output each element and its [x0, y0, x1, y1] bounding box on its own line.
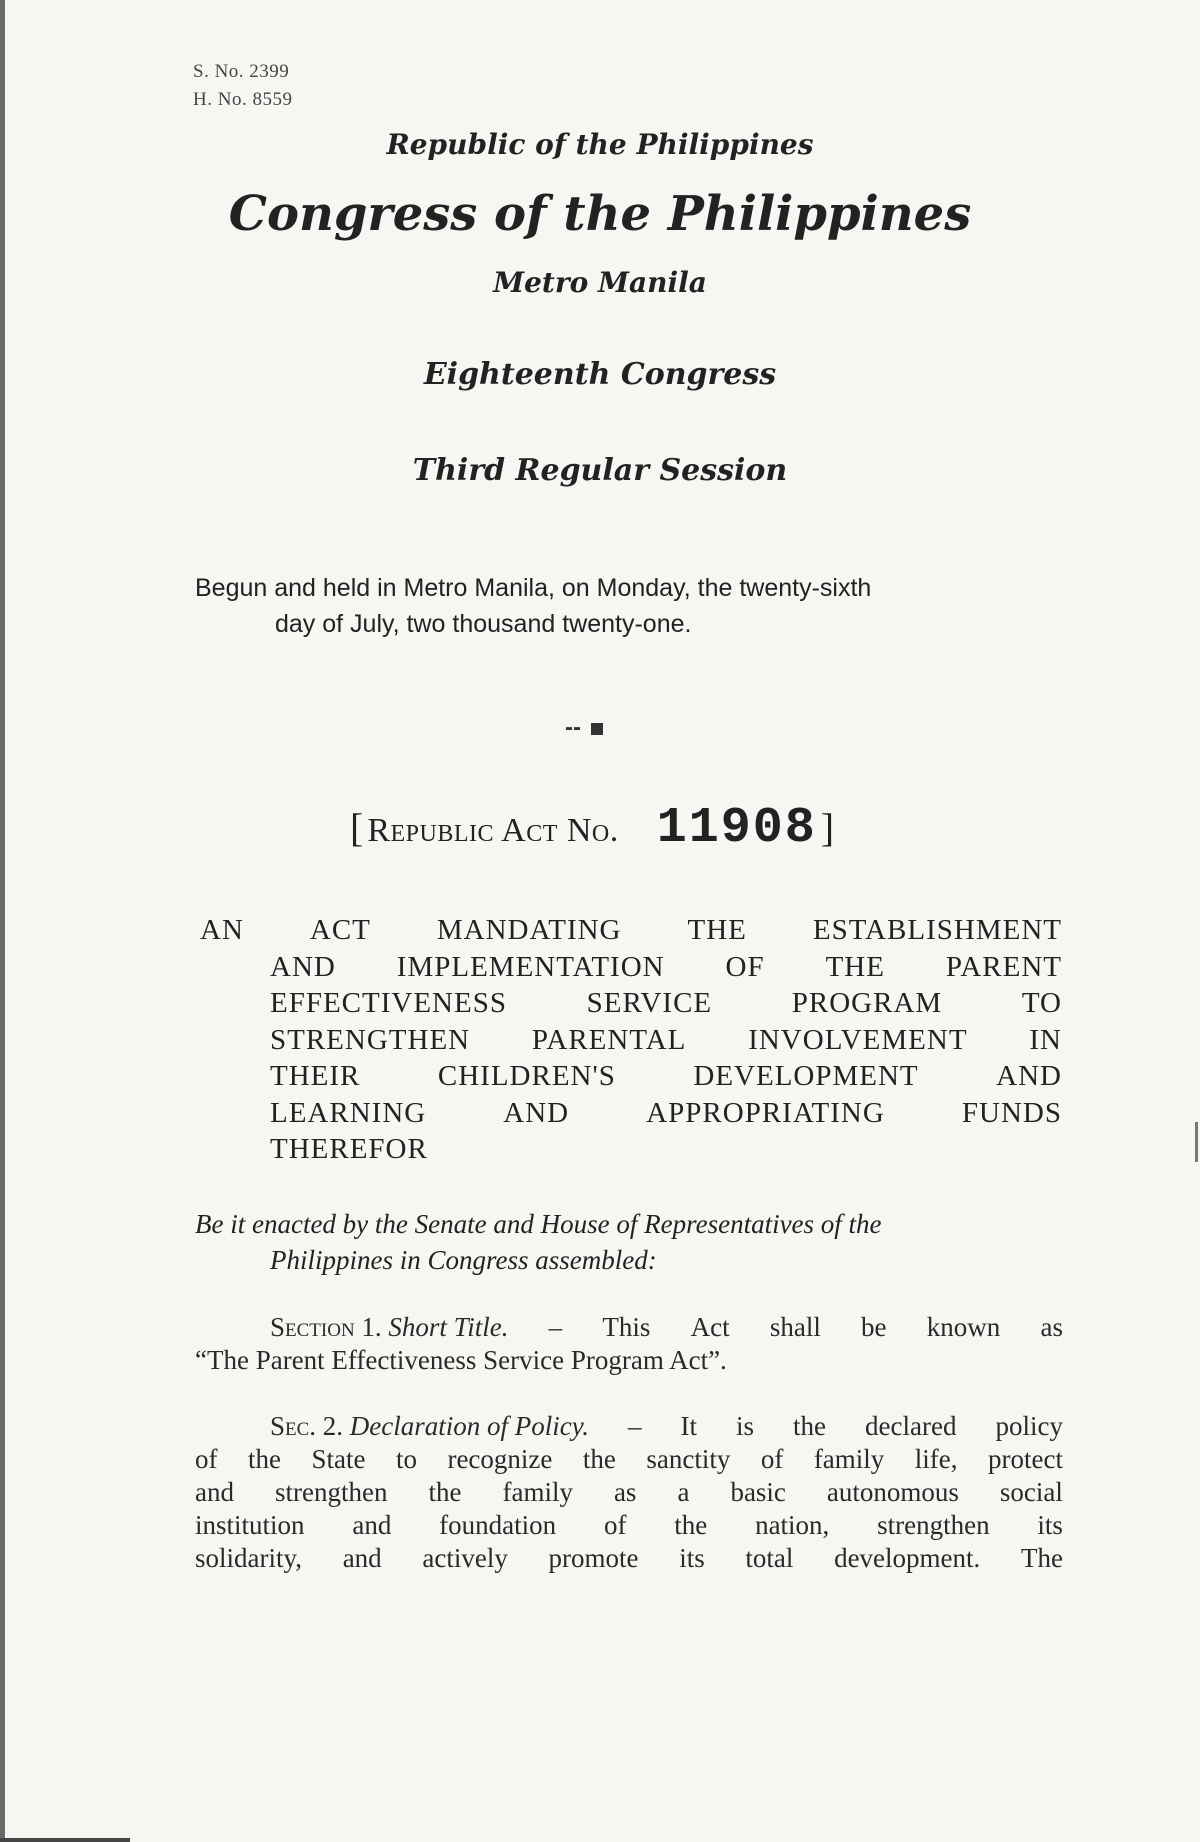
- section-1: [195, 1311, 1063, 1377]
- act-title-line: [200, 1095, 1062, 1132]
- republic-act-label: Republic Act No.: [367, 812, 619, 849]
- word: be: [861, 1312, 887, 1342]
- separator-dashes: --: [565, 714, 581, 741]
- section-1-line-1: [195, 1311, 1063, 1344]
- section-2-label: Sec. 2.: [270, 1411, 344, 1441]
- word: and: [352, 1510, 392, 1540]
- word: declared: [865, 1411, 957, 1441]
- word: ESTABLISHMENT: [812, 914, 1062, 946]
- section-2-body-line: [195, 1476, 1063, 1509]
- congress-heading: Congress of the Philippines: [228, 186, 972, 242]
- word: and: [342, 1543, 382, 1573]
- republic-heading: Republic of the Philippines: [386, 128, 814, 161]
- word: It: [680, 1411, 697, 1441]
- word: actively: [422, 1543, 508, 1573]
- act-title: [200, 912, 1062, 1168]
- act-title-line: [200, 985, 1062, 1022]
- section-2-body-line: [195, 1443, 1063, 1476]
- word: This: [602, 1312, 651, 1342]
- section-2: [195, 1410, 1063, 1575]
- word: is: [736, 1411, 755, 1441]
- word: and: [195, 1477, 234, 1507]
- word: its: [679, 1543, 705, 1573]
- enacting-clause-line-1: Be it enacted by the Senate and House of Representatives of the: [195, 1209, 882, 1239]
- word: family: [813, 1444, 885, 1474]
- word: institution: [195, 1510, 305, 1540]
- word: THEIR: [270, 1060, 361, 1092]
- word: the: [247, 1444, 281, 1474]
- word: life,: [914, 1444, 958, 1474]
- begun-line-2: day of July, two thousand twenty-one.: [275, 610, 692, 638]
- word: autonomous: [826, 1477, 959, 1507]
- word: –: [548, 1312, 563, 1342]
- session-heading: Third Regular Session: [412, 453, 788, 488]
- word: AND: [270, 950, 336, 983]
- bill-numbers: [193, 58, 292, 114]
- word: foundation: [439, 1510, 557, 1540]
- separator: [565, 714, 603, 742]
- word: ACT: [309, 914, 371, 946]
- word: solidarity,: [195, 1543, 302, 1573]
- section-1-heading: [270, 1311, 508, 1344]
- word: THE: [687, 914, 747, 946]
- word: AN: [200, 914, 244, 946]
- word: promote: [548, 1543, 639, 1573]
- enacting-clause-line-2: Philippines in Congress assembled:: [270, 1245, 657, 1275]
- word: policy: [995, 1411, 1063, 1441]
- word: strengthen: [877, 1510, 990, 1540]
- word: THE: [825, 950, 885, 983]
- section-2-title: Declaration of Policy.: [349, 1411, 589, 1441]
- section-2-body-line: [195, 1509, 1063, 1542]
- word: its: [1037, 1510, 1063, 1540]
- word: Act: [690, 1312, 730, 1342]
- word: DEVELOPMENT: [693, 1060, 919, 1092]
- word: known: [926, 1312, 1001, 1342]
- word: LEARNING: [270, 1096, 427, 1129]
- open-bracket: [: [350, 805, 364, 850]
- house-bill-number: H. No. 8559: [193, 89, 293, 110]
- scan-edge-mark: [0, 1838, 130, 1842]
- word: to: [395, 1444, 417, 1474]
- section-1-line-2: “The Parent Effectiveness Service Program Act”.: [195, 1345, 727, 1375]
- separator-square-icon: [591, 723, 603, 735]
- word: AND: [503, 1096, 570, 1129]
- word: of: [603, 1510, 627, 1540]
- senate-bill-number: S. No. 2399: [193, 61, 290, 82]
- word: EFFECTIVENESS: [270, 987, 507, 1019]
- close-bracket: ]: [820, 805, 835, 850]
- word: basic: [730, 1477, 786, 1507]
- word: as: [1040, 1312, 1063, 1342]
- act-title-line: [200, 1131, 1062, 1168]
- section-2-body: [195, 1443, 1063, 1575]
- word: PARENT: [945, 950, 1062, 983]
- word: nation,: [755, 1510, 830, 1540]
- section-2-body-line: [195, 1542, 1063, 1575]
- republic-act-number: 11908: [656, 800, 817, 857]
- word: CHILDREN'S: [437, 1060, 616, 1092]
- word: PROGRAM: [791, 987, 943, 1019]
- word: MANDATING: [436, 914, 622, 946]
- act-title-line: [200, 1022, 1062, 1059]
- word: The: [1020, 1543, 1063, 1573]
- word: strengthen: [274, 1477, 388, 1507]
- word: State: [311, 1444, 366, 1474]
- word: the: [582, 1444, 616, 1474]
- word: sanctity: [646, 1444, 731, 1474]
- word: as: [613, 1477, 637, 1507]
- section-1-title: Short Title.: [388, 1312, 509, 1342]
- word: IMPLEMENTATION: [396, 950, 665, 983]
- word: THEREFOR: [270, 1133, 428, 1165]
- word: AND: [996, 1060, 1062, 1092]
- act-title-line: [200, 912, 1062, 949]
- word: FUNDS: [961, 1096, 1062, 1129]
- word: PARENTAL: [531, 1023, 687, 1056]
- word: STRENGTHEN: [270, 1023, 471, 1056]
- word: shall: [769, 1312, 821, 1342]
- congress-number-heading: Eighteenth Congress: [423, 357, 777, 392]
- scan-edge-mark: [1195, 1122, 1198, 1162]
- section-2-line-1: [195, 1410, 1063, 1443]
- enacting-clause: [195, 1206, 1063, 1278]
- word: development.: [834, 1543, 981, 1573]
- republic-act-line: [350, 800, 834, 857]
- word: a: [677, 1477, 690, 1507]
- act-title-line: [200, 1058, 1062, 1095]
- word: –: [628, 1411, 642, 1441]
- word: OF: [725, 950, 765, 983]
- word: the: [428, 1477, 462, 1507]
- word: recognize: [447, 1444, 553, 1474]
- section-1-label: Section 1.: [270, 1312, 382, 1342]
- begun-line-1: Begun and held in Metro Manila, on Monday, the twenty-sixth: [195, 574, 872, 602]
- word: of: [195, 1444, 218, 1474]
- word: family: [502, 1477, 573, 1507]
- word: TO: [1021, 987, 1062, 1019]
- word: the: [674, 1510, 708, 1540]
- word: INVOLVEMENT: [748, 1023, 968, 1056]
- word: the: [793, 1411, 827, 1441]
- word: social: [999, 1477, 1063, 1507]
- word: SERVICE: [586, 987, 713, 1019]
- word: IN: [1029, 1023, 1062, 1056]
- begun-statement: [195, 570, 1065, 642]
- word: protect: [988, 1444, 1063, 1474]
- word: APPROPRIATING: [646, 1096, 885, 1129]
- location-heading: Metro Manila: [493, 266, 707, 299]
- section-2-heading: [270, 1410, 589, 1443]
- word: total: [745, 1543, 794, 1573]
- word: of: [760, 1444, 784, 1474]
- act-title-line: [200, 949, 1062, 986]
